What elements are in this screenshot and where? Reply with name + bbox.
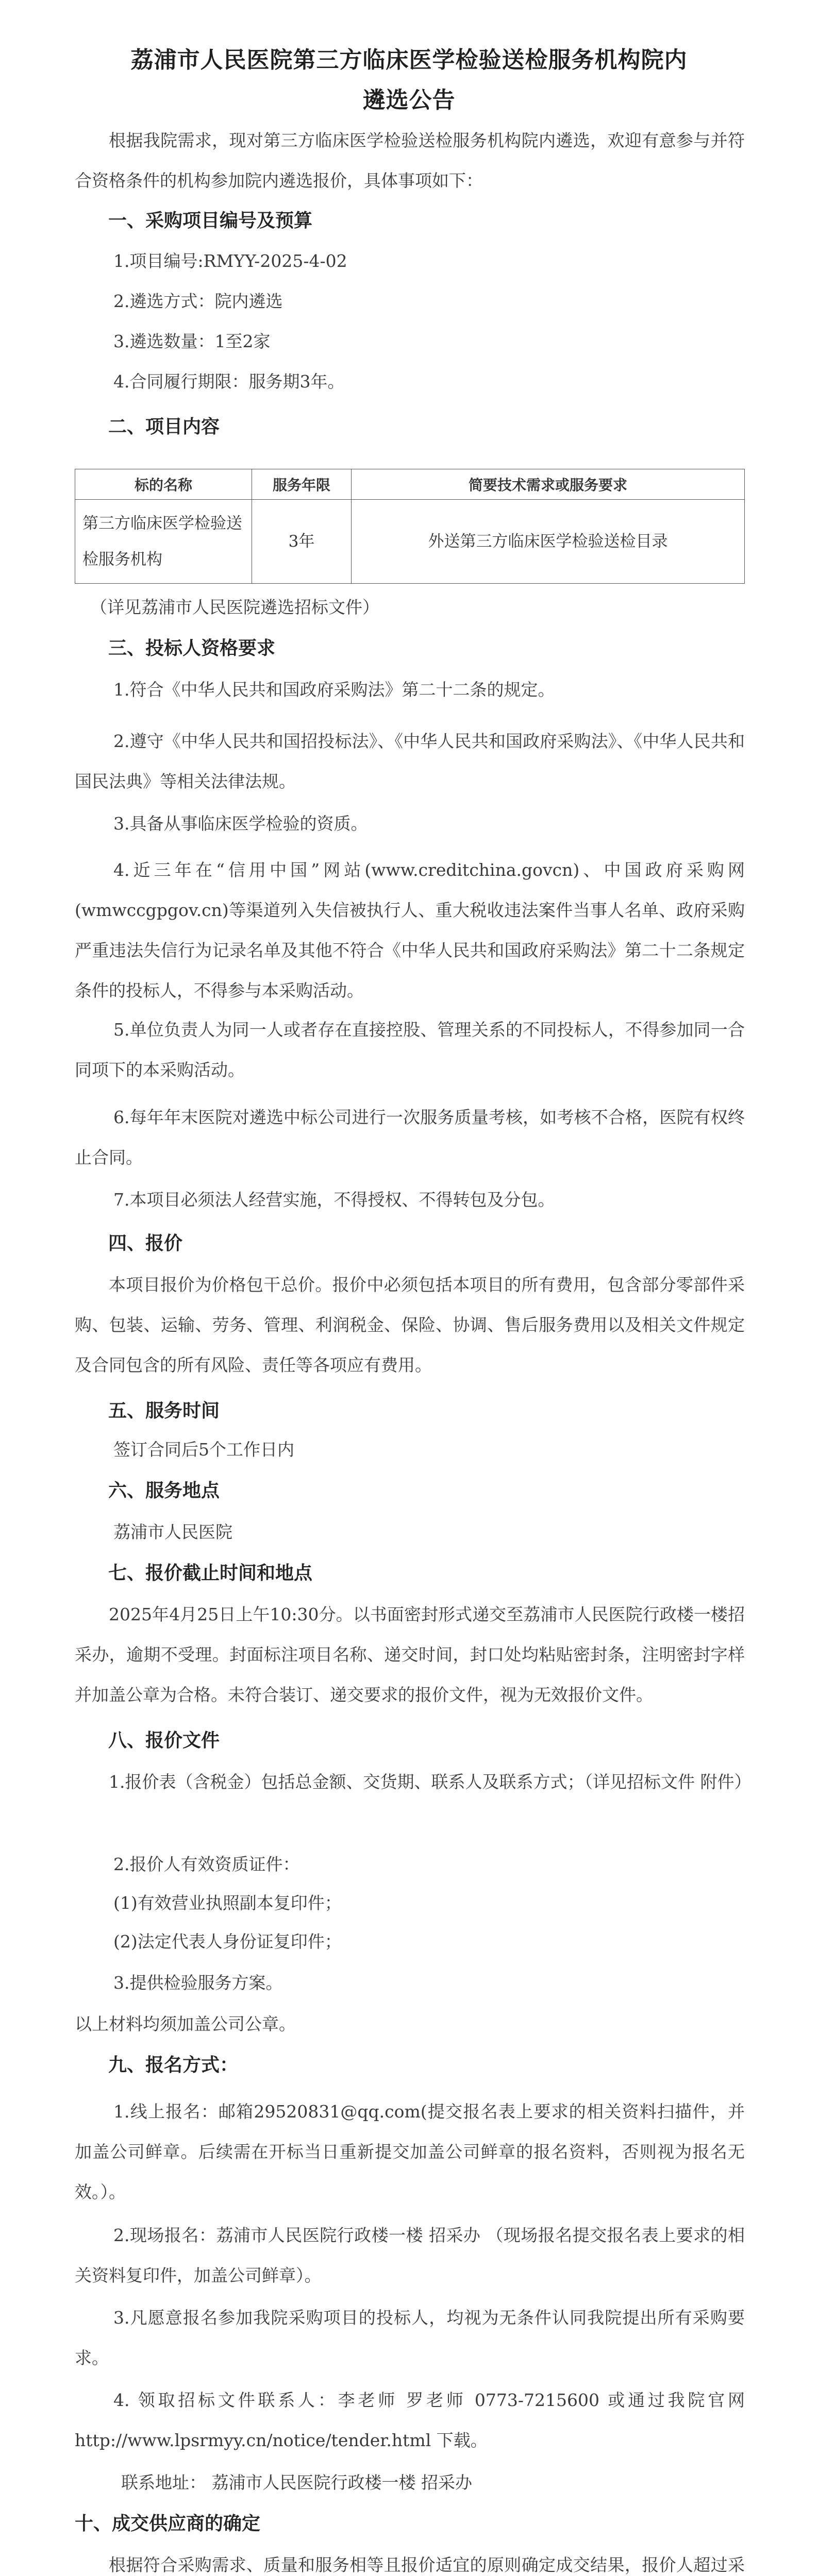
intro-paragraph: 根据我院需求，现对第三方临床医学检验送检服务机构院内遴选，欢迎有意参与并符合资格条件的机构参加院内遴选报价，具体事项如下： [75,130,745,191]
sec8-item-1: 1.报价表（含税金）包括总金额、交货期、联系人及联系方式；（详见招标文件 附件） [109,1772,752,1792]
section-8-heading: 八、报价文件 [108,1730,220,1751]
sec9-item-2: 2.现场报名：荔浦市人民医院行政楼一楼 招采办 （现场报名提交报名表上要求的相关资料复印件，加盖公司鲜章）。 [75,2225,745,2285]
section-6-heading: 六、服务地点 [108,1480,220,1501]
sec9-address: 联系地址： 荔浦市人民医院行政楼一楼 招采办 [121,2472,472,2493]
section-7-heading: 七、报价截止时间和地点 [108,1563,313,1584]
sec8-item-2b: (2)法定代表人身份证复印件； [113,1931,342,1952]
sec3-item-1: 1.符合《中华人民共和国政府采购法》第二十二条的规定。 [113,680,555,700]
section-1-heading: 一、采购项目编号及预算 [108,210,313,231]
sec9-item-3: 3.凡愿意报名参加我院采购项目的投标人，均视为无条件认同我院提出所有采购要求。 [75,2308,745,2368]
sec8-item-2a: (1)有效营业执照副本复印件； [113,1893,342,1913]
sec1-item-1: 1.项目编号:RMYY-2025-4-02 [113,251,347,271]
table-cell-requirements: 外送第三方临床医学检验送检目录 [352,500,745,584]
sec3-item-4: 4.近三年在“信用中国”网站(www.creditchina.govcn)、中国政府采购网(wmwccgpgov.cn)等渠道列入失信被执行人、重大税收违法案件当事人名单、政府采购严重违法失信行为记录名单及其他不符合《中华人民共和国政府采购法》第二十二条规定条件的投标人，不得参与本采购活动。 [75,860,745,1001]
section-2-heading: 二、项目内容 [108,416,220,437]
sec3-item-6: 6.每年年末医院对遴选中标公司进行一次服务质量考核，如考核不合格，医院有权终止合同。 [75,1107,745,1167]
table-header-term: 服务年限 [252,469,352,500]
table-header-row [75,469,745,500]
sec5-text: 签订合同后5个工作日内 [113,1439,294,1460]
section-3-heading: 三、投标人资格要求 [108,638,276,659]
sec1-item-3: 3.遴选数量：1至2家 [113,331,271,351]
sec10-text: 根据符合采购需求、质量和服务相等且报价适宜的原则确定成交结果，报价人超过采 [109,2555,745,2575]
section-9-heading: 九、报名方式： [108,2055,239,2076]
page-title-line1: 荔浦市人民医院第三方临床医学检验送检服务机构院内 [130,47,688,73]
sec2-note: （详见荔浦市人民医院遴选招标文件） [90,597,379,617]
sec3-item-2: 2.遵守《中华人民共和国招投标法》、《中华人民共和国政府采购法》、《中华人民共和国民法典》等相关法律法规。 [75,731,745,791]
table-row [75,500,745,584]
sec8-item-2: 2.报价人有效资质证件： [113,1854,300,1874]
sec6-text: 荔浦市人民医院 [113,1522,232,1542]
sec9-item-1: 1.线上报名：邮箱29520831@qq.com(提交报名表上要求的相关资料扫描件，并加盖公司鲜章。后续需在开标当日重新提交加盖公司鲜章的报名资料，否则视为报名无效。）。 [75,2102,745,2202]
sec1-item-2: 2.遴选方式：院内遴选 [113,291,283,311]
table-header-name: 标的名称 [75,469,252,500]
section-10-heading: 十、成交供应商的确定 [75,2513,261,2534]
sec7-text: 2025年4月25日上午10:30分。以书面密封形式递交至荔浦市人民医院行政楼一楼招采办，逾期不受理。封面标注项目名称、递交时间，封口处均粘贴密封条，注明密封字样并加盖公章为合格。未符合装订、递交要求的报价文件，视为无效报价文件。 [75,1604,745,1705]
sec8-closing: 以上材料均须加盖公司公章。 [75,2014,296,2034]
table-cell-term: 3年 [252,500,352,584]
table-header-requirements: 简要技术需求或服务要求 [352,469,745,500]
sec8-item-3: 3.提供检验服务方案。 [113,1973,283,1993]
sec4-text: 本项目报价为价格包干总价。报价中必须包括本项目的所有费用，包含部分零部件采购、包装、运输、劳务、管理、利润税金、保险、协调、售后服务费用以及相关文件规定及合同包含的所有风险、责任等各项应有费用。 [75,1275,745,1375]
sec1-item-4: 4.合同履行期限：服务期3年。 [113,371,345,392]
page-title-line2: 遴选公告 [362,87,456,113]
section-4-heading: 四、报价 [108,1233,183,1254]
project-table [75,469,745,584]
section-5-heading: 五、服务时间 [108,1400,220,1421]
sec3-item-7: 7.本项目必须法人经营实施，不得授权、不得转包及分包。 [113,1190,555,1210]
sec3-item-5: 5.单位负责人为同一人或者存在直接控股、管理关系的不同投标人，不得参加同一合同项下的本采购活动。 [75,1020,745,1080]
sec9-item-4: 4. 领取招标文件联系人：李老师 罗老师 0773-7215600 或通过我院官网http://www.lpsrmyy.cn/notice/tender.html 下载。 [75,2390,745,2450]
sec3-item-3: 3.具备从事临床医学检验的资质。 [113,814,368,834]
table-cell-name: 第三方临床医学检验送检服务机构 [75,500,252,584]
